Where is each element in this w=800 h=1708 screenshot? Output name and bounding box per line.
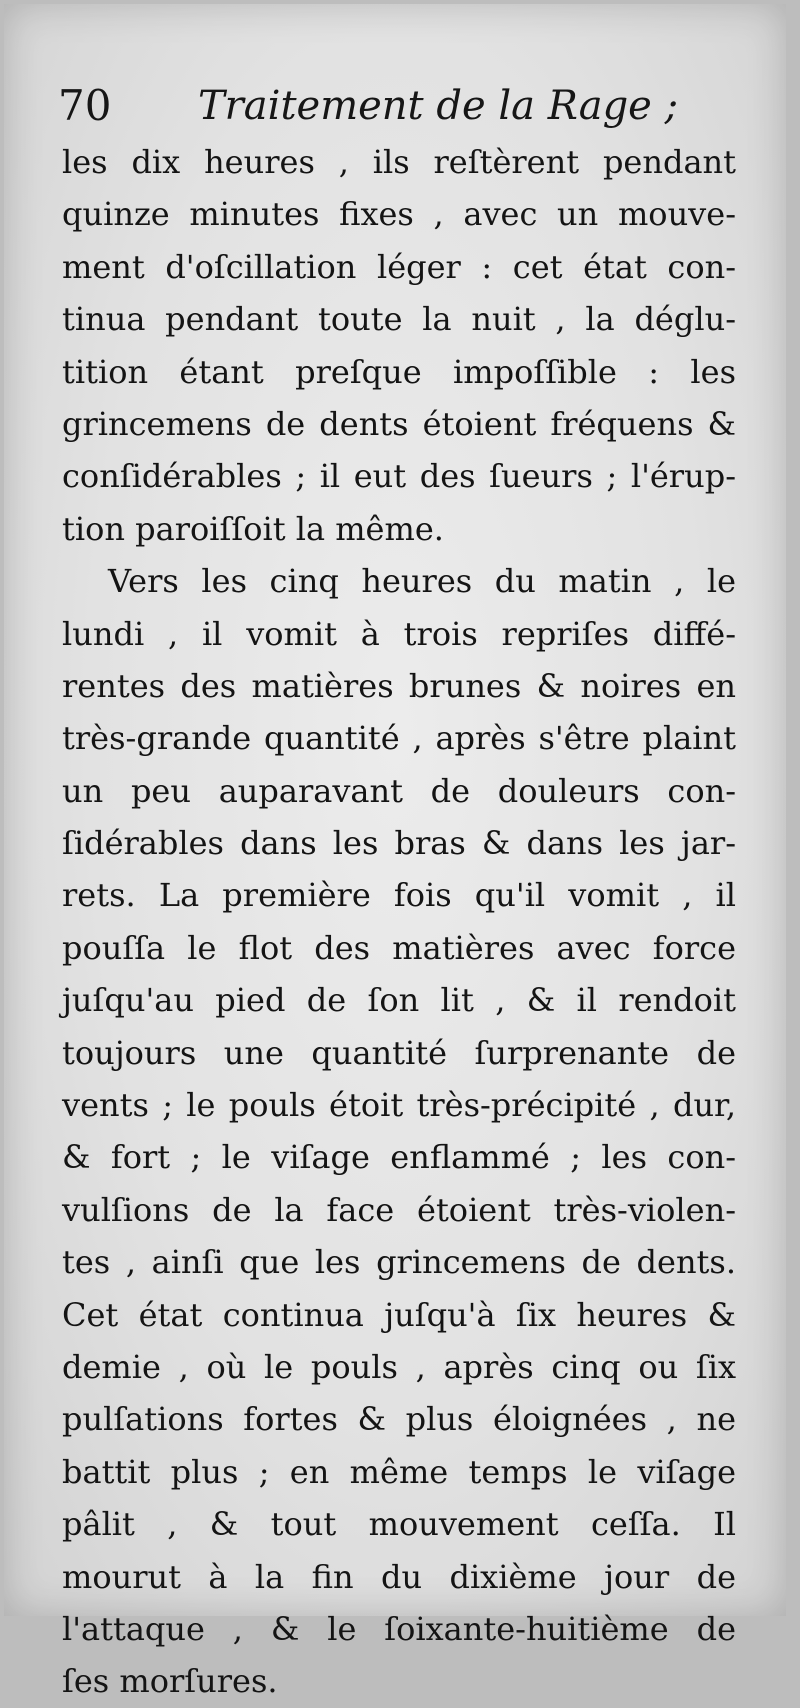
running-title: Traitement de la Rage ; [198, 83, 679, 129]
text-line: vents ; le pouls étoit très-précipité , dur, [62, 1086, 736, 1125]
text-line: pulſations fortes & plus éloignées , ne [62, 1400, 736, 1439]
body-text [62, 136, 736, 1708]
text-line: un peu auparavant de douleurs con- [62, 771, 736, 810]
page-number: 70 [58, 81, 112, 130]
text-line: tinua pendant toute la nuit , la déglu- [62, 300, 736, 339]
text-line: ſes morſures. [62, 1662, 278, 1701]
text-line: très-grande quantité , après s'être plaint [62, 719, 736, 758]
book-page [4, 4, 786, 1701]
text-line: Cet état continua juſqu'à ſix heures & [62, 1295, 736, 1334]
text-line: rentes des matières brunes & noires en [62, 666, 736, 705]
text-line: tion paroiſſoit la même. [62, 509, 444, 548]
text-line: Vers les cinq heures du matin , le [108, 562, 736, 601]
text-line: mourut à la fin du dixième jour de [62, 1557, 736, 1596]
text-line: tition étant preſque impoſſible : les [62, 352, 736, 391]
text-line: ment d'oſcillation léger : cet état con- [62, 247, 736, 286]
text-line: pâlit , & tout mouvement ceſſa. Il [62, 1505, 736, 1544]
text-line: rets. La première fois qu'il vomit , il [62, 876, 736, 915]
text-line: demie , où le pouls , après cinq ou ſix [62, 1347, 736, 1386]
text-line: juſqu'au pied de ſon lit , & il rendoit [62, 981, 736, 1020]
text-line: tes , ainſi que les grincemens de dents. [62, 1243, 736, 1282]
text-line: vulſions de la face étoient très-violen- [62, 1190, 736, 1229]
text-line: quinze minutes fixes , avec un mouve- [62, 195, 736, 234]
text-line: l'attaque , & le ſoixante-huitième de [62, 1609, 736, 1648]
text-line: grincemens de dents étoient fréquens & [62, 404, 736, 443]
text-line: & fort ; le viſage enflammé ; les con- [62, 1138, 736, 1177]
text-line: toujours une quantité ſurprenante de [62, 1033, 736, 1072]
text-line: pouſſa le flot des matières avec force [62, 928, 736, 967]
text-line: conſidérables ; il eut des ſueurs ; l'érup- [62, 457, 736, 496]
page-header [58, 74, 678, 138]
text-line: lundi , il vomit à trois repriſes diffé- [62, 614, 736, 653]
text-line: battit plus ; en même temps le viſage [62, 1452, 736, 1491]
paragraph-2 [62, 555, 736, 1708]
text-line: ſidérables dans les bras & dans les jar- [62, 824, 736, 863]
text-line: les dix heures , ils reſtèrent pendant [62, 143, 736, 181]
paragraph-1 [62, 136, 736, 555]
